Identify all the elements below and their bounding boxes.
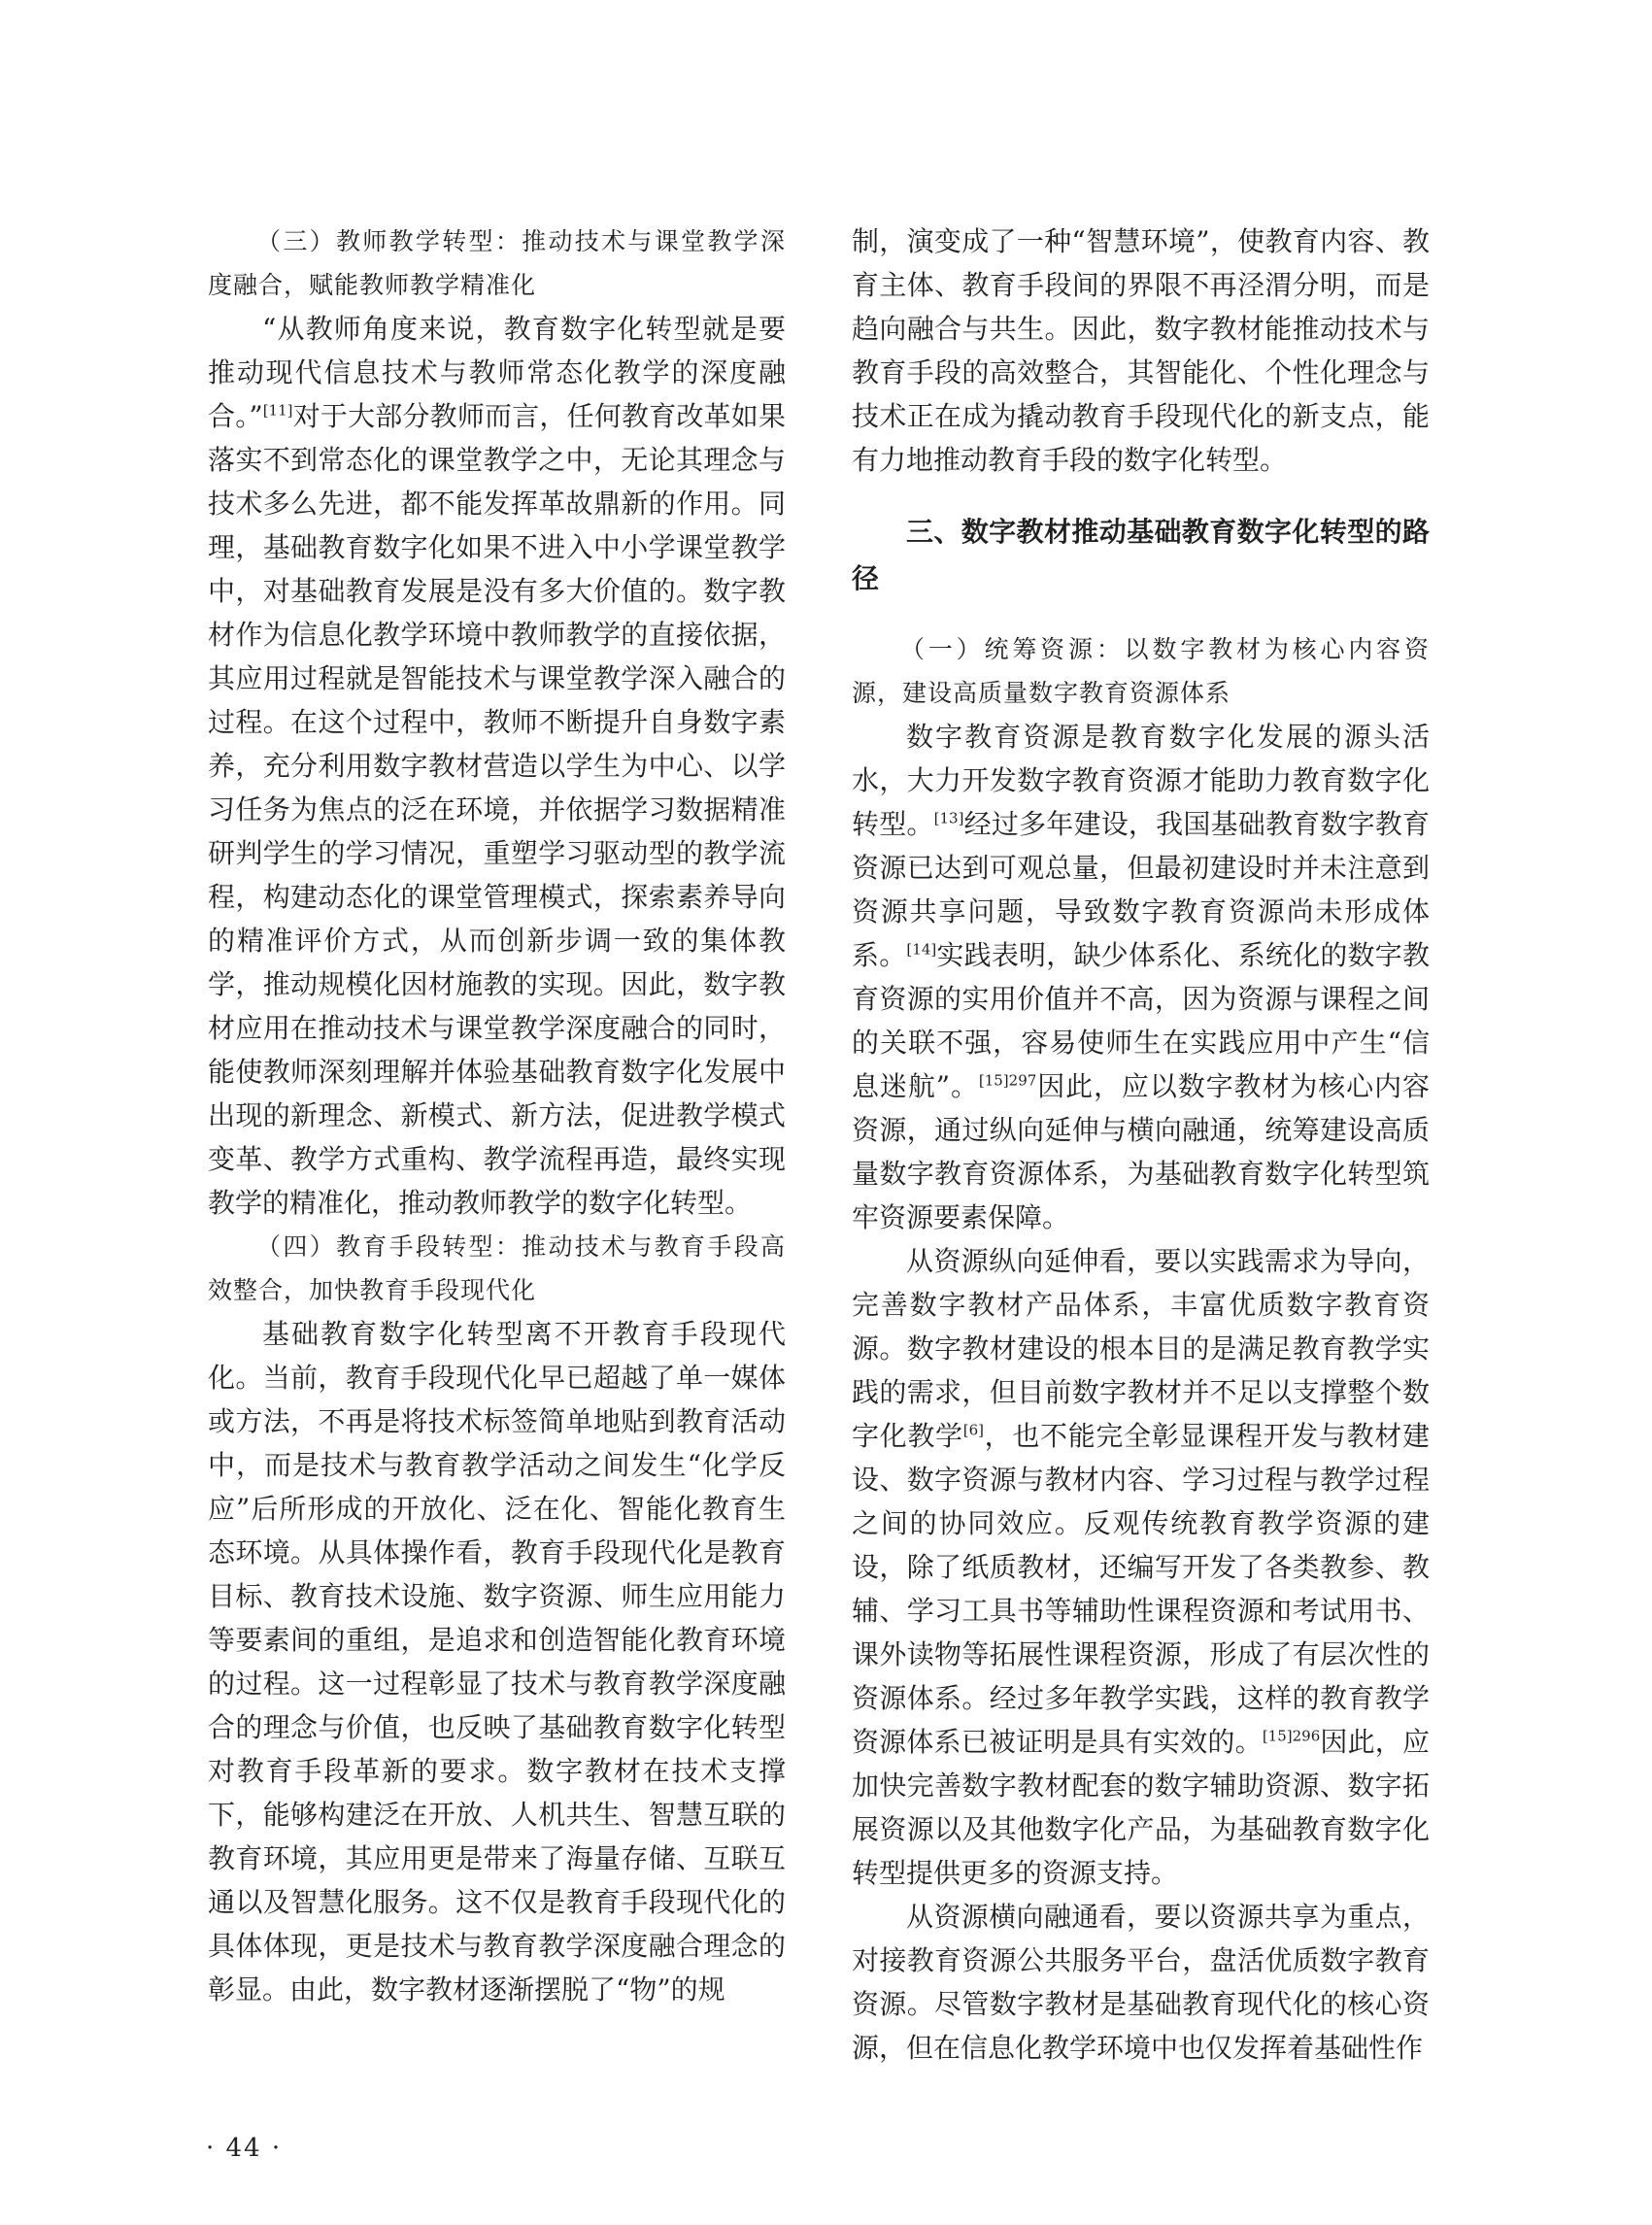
right-column <box>852 219 1430 2070</box>
citation: [11] <box>262 401 293 420</box>
paragraph-education-means: 基础教育数字化转型离不开教育手段现代化。当前，教育手段现代化早已超越了单一媒体或方法，不再是将技术标签简单地贴到教育活动中，而是技术与教育教学活动之间发生“化学反应”后所形成的开放化、泛在化、智能化教育生态环境。从具体操作看，教育手段现代化是教育目标、教育技术设施、数字资源、师生应用能力等要素间的重组，是追求和创造智能化教育环境的过程。这一过程彰显了技术与教育教学深度融合的理念与价值，也反映了基础教育数字化转型对教育手段革新的要求。数字教材在技术支撑下，能够构建泛在开放、人机共生、智慧互联的教育环境，其应用更是带来了海量存储、互联互通以及智慧化服务。这不仅是教育手段现代化的具体体现，更是技术与教育教学深度融合理念的彰显。由此，数字教材逐渐摆脱了“物”的规 <box>208 1318 786 2006</box>
citation: [13] <box>933 809 964 827</box>
section-heading-paths: 三、数字教材推动基础教育数字化转型的路径 <box>852 516 1430 594</box>
subheading-resources: （一）统筹资源：以数字教材为核心内容资源，建设高质量数字教育资源体系 <box>852 635 1430 707</box>
paragraph-teacher-teaching <box>208 307 786 1225</box>
paragraph-text: 因此，应以数字教材为核心内容资源，通过纵向延伸与横向融通，统筹建设高质量数字教育资源体系，为基础教育数字化转型筑牢资源要素保障。 <box>852 1070 1430 1233</box>
citation: [15]296 <box>1262 1727 1321 1745</box>
paragraph-text: 数字教育资源是教育数字化发展的源头活水，大力开发数字教育资源才能助力教育数字化转型。 <box>852 721 1430 840</box>
paragraph-horizontal-integration: 从资源横向融通看，要以资源共享为重点，对接教育资源公共服务平台，盘活优质数字教育资源。尽管数字教材是基础教育现代化的核心资源，但在信息化教学环境中也仅发挥着基础性作 <box>852 1901 1430 2064</box>
subheading-means-transformation: （四）教育手段转型：推动技术与教育手段高效整合，加快教育手段现代化 <box>208 1232 786 1304</box>
paragraph-digital-resources <box>852 715 1430 1239</box>
paragraph-text: 经过多年建设，我国基础教育数字教育资源已达到可观总量，但最初建设时并未注意到资源共享问题，导致数字教育资源尚未形成体系。 <box>852 808 1430 971</box>
paragraph-text: 因此，应加快完善数字教材配套的数字辅助资源、数字拓展资源以及其他数字化产品，为基础教育数字化转型提供更多的资源支持。 <box>852 1726 1430 1889</box>
citation: [15]297 <box>978 1071 1037 1090</box>
left-column <box>208 219 786 2011</box>
paragraph-text: 从资源纵向延伸看，要以实践需求为导向，完善数字教材产品体系，丰富优质数字教育资源。数字教材建设的根本目的是满足教育教学实践的需求，但目前数字教材并不足以支撑整个数字化教学 <box>852 1245 1430 1452</box>
citation: [6] <box>962 1421 984 1439</box>
paragraph-text: 实践表明，缺少体系化、系统化的数字教育资源的实用价值并不高，因为资源与课程之间的关联不强，容易使师生在实践应用中产生“信息迷航”。 <box>852 939 1430 1102</box>
subheading-teacher-transformation: （三）教师教学转型：推动技术与课堂教学深度融合，赋能教师教学精准化 <box>208 227 786 299</box>
page-number: · 44 · <box>206 2134 283 2163</box>
paragraph-text: “从教师角度来说，教育数字化转型就是要推动现代信息技术与教师常态化教学的深度融合。” <box>208 313 786 432</box>
paragraph-text: ，也不能完全彰显课程开发与教材建设、数字资源与教材内容、学习过程与教学过程之间的协同效应。反观传统教育教学资源的建设，除了纸质教材，还编写开发了各类教参、教辅、学习工具书等辅助性课程资源和考试用书、课外读物等拓展性课程资源，形成了有层次性的资源体系。经过多年教学实践，这样的教育教学资源体系已被证明是具有实效的。 <box>852 1420 1430 1758</box>
paragraph-continuation: 制，演变成了一种“智慧环境”，使教育内容、教育主体、教育手段间的界限不再泾渭分明，而是趋向融合与共生。因此，数字教材能推动技术与教育手段的高效整合，其智能化、个性化理念与技术正在成为撬动教育手段现代化的新支点，能有力地推动教育手段的数字化转型。 <box>852 225 1430 476</box>
paragraph-vertical-extension <box>852 1239 1430 1895</box>
citation: [14] <box>906 940 937 959</box>
paragraph-text: 对于大部分教师而言，任何教育改革如果落实不到常态化的课堂教学之中，无论其理念与技术多么先进，都不能发挥革故鼎新的作用。同理，基础教育数字化如果不进入中小学课堂教学中，对基础教育发展是没有多大价值的。数字教材作为信息化教学环境中教师教学的直接依据，其应用过程就是智能技术与课堂教学深入融合的过程。在这个过程中，教师不断提升自身数字素养，充分利用数字教材营造以学生为中心、以学习任务为焦点的泛在环境，并依据学习数据精准研判学生的学习情况，重塑学习驱动型的教学流程，构建动态化的课堂管理模式，探索素养导向的精准评价方式，从而创新步调一致的集体教学，推动规模化因材施教的实现。因此，数字教材应用在推动技术与课堂教学深度融合的同时，能使教师深刻理解并体验基础教育数字化发展中出现的新理念、新模式、新方法，促进教学模式变革、教学方式重构、教学流程再造，最终实现教学的精准化，推动教师教学的数字化转型。 <box>208 400 786 1219</box>
